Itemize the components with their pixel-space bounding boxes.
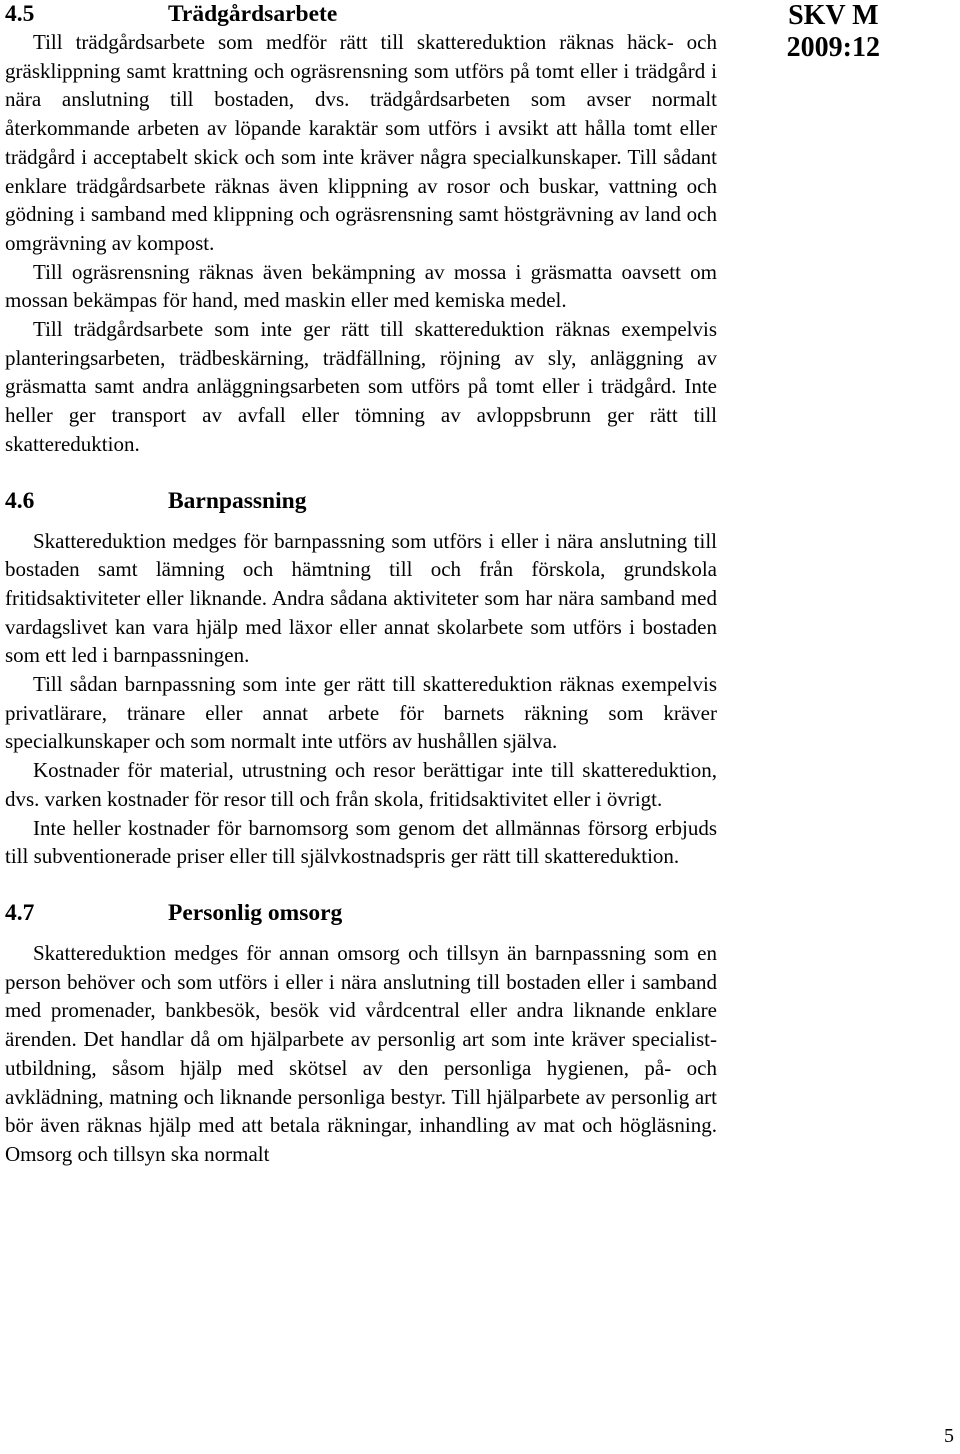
section-number: 4.5 <box>5 1 35 27</box>
paragraph: Kostnader för material, utrustning och resor berättigar inte till skattereduktion, dvs. varken kostnader för resor till och från skola, fritidsaktivitet eller i övrigt. <box>5 758 717 811</box>
paragraph: Till sådan barnpassning som inte ger rätt till skattereduktion räknas exempelvis privatlärare, tränare eller annat arbete för barnets räkning som kräver specialkunskaper och som normalt inte utförs av hushållen själva. <box>5 672 717 754</box>
main-content <box>5 0 717 1169</box>
section-heading <box>5 0 717 28</box>
paragraph: Till trädgårdsarbete som medför rätt till skattereduktion räknas häck- och gräsklippning samt krattning och ogräsrensning som utförs på tomt eller i trädgård i nära anslutning till bostaden, dvs. trädgårdsarbeten som avser normalt återkommande arbeten av löpande karaktär som utförs i avsikt att hålla tomt eller trädgård i acceptabelt skick och som inte kräver några specialkunskaper. Till sådant enklare trädgårdsarbete räknas även klippning av rosor och buskar, vattning och gödning i samband med klippning och ogräsrensning samt höstgrävning av land och omgrävning av kompost. <box>5 30 717 255</box>
section-title: Barnpassning <box>168 487 307 514</box>
section-number: 4.6 <box>5 487 35 514</box>
reference-number: 2009:12 <box>786 32 880 63</box>
paragraph: Skattereduktion medges för barnpassning som utförs i eller i nära anslutning till bostaden samt lämning och hämtning till och från förskola, grundskola fritidsaktiviteter eller liknande. Andra sådana aktiviteter som har nära samband med vardagslivet kan vara hjälp med läxor eller annat skolarbete som utförs i bostaden som ett led i barnpassningen. <box>5 528 717 668</box>
section-tradgardsarbete <box>5 0 717 459</box>
section-title: Trädgårdsarbete <box>168 1 338 27</box>
section-spacer <box>5 459 717 487</box>
page-number: 5 <box>944 1425 954 1447</box>
section-heading <box>5 487 717 515</box>
section-personlig-omsorg <box>5 899 717 1169</box>
section-spacer <box>5 871 717 899</box>
section-title: Personlig omsorg <box>168 899 343 926</box>
section-number: 4.7 <box>5 899 35 926</box>
document-reference <box>787 0 880 64</box>
section-heading <box>5 899 717 927</box>
paragraph: Till trädgårdsarbete som inte ger rätt till skattereduktion räknas exempelvis planteringsarbeten, trädbeskärning, trädfällning, röjning av sly, anläggning av gräsmatta samt andra anläggningsarbeten som utförs på tomt eller i trädgård. Inte heller ger transport av avfall eller tömning av avloppsbrunn ger rätt till skattereduktion. <box>5 317 717 456</box>
section-barnpassning <box>5 487 717 871</box>
paragraph: Skattereduktion medges för annan omsorg och tillsyn än barnpassning som en person behöver och som utförs i eller i nära anslutning till bostaden eller i samband med promenader, bankbesök, besök vid vårdcentral eller andra liknande enklare ärenden. Det handlar då om hjälparbete av personlig art som inte kräver specialistutbildning, såsom hjälp med skötsel av den personliga hygienen, på- och avklädning, matning och liknande personliga bestyr. Till hjälparbete av personlig art bör även räknas hjälp med att betala räkningar, inhandling av mat och högläsning. Omsorg och tillsyn ska normalt <box>5 940 717 1166</box>
paragraph: Inte heller kostnader för barnomsorg som genom det allmännas försorg erbjuds till subventionerade priser eller till självkostnadspris ger rätt till skattereduktion. <box>5 815 717 869</box>
reference-series: SKV M <box>788 0 879 31</box>
paragraph: Till ogräsrensning räknas även bekämpning av mossa i gräsmatta oavsett om mossan bekämpas för hand, med maskin eller med kemiska medel. <box>5 259 717 313</box>
